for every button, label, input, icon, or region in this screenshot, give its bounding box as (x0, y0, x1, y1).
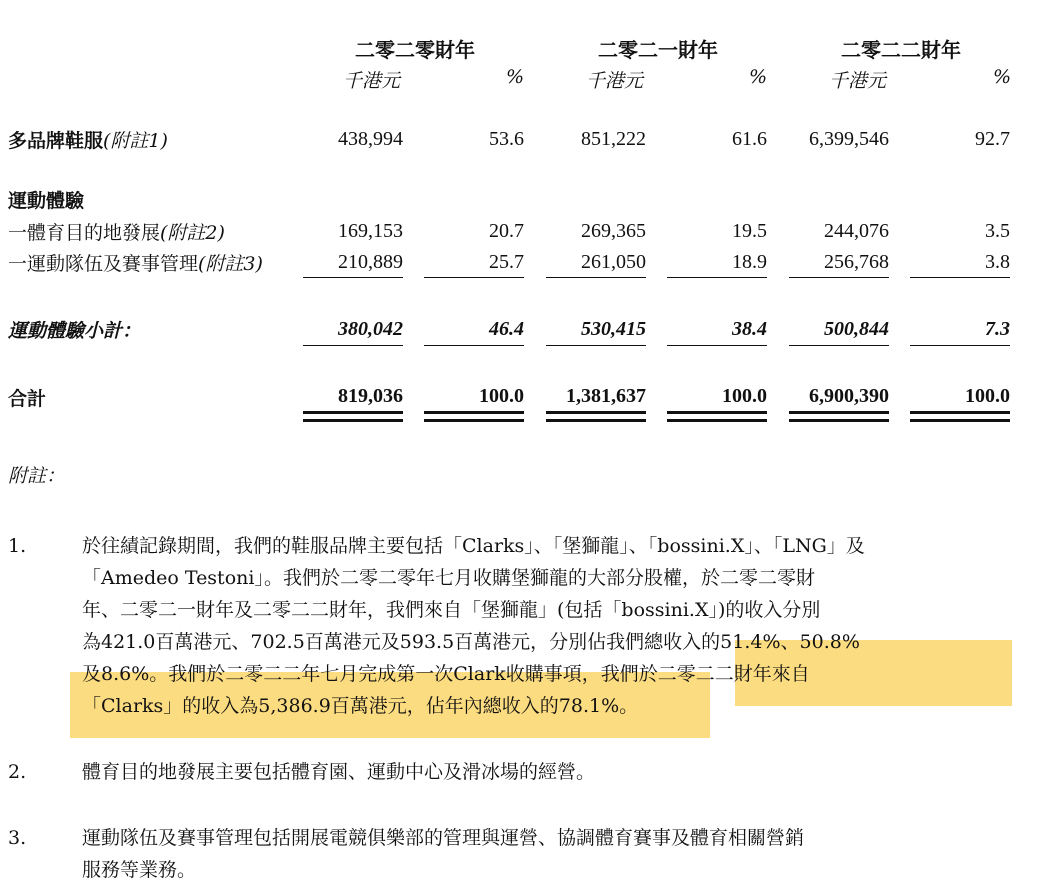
cell: 210,889 (338, 251, 403, 273)
cell: 20.7 (489, 220, 524, 242)
row-label-sports-team: 一運動隊伍及賽事管理(附註3) (8, 253, 263, 275)
double-rule (546, 419, 646, 422)
note-number: 3. (8, 827, 27, 849)
pct-label: % (506, 66, 525, 88)
notes-heading: 附註： (8, 465, 66, 487)
year-header: 二零二二財年 (841, 38, 961, 62)
cell: 261,050 (581, 251, 646, 273)
double-rule (303, 419, 403, 422)
cell: 19.5 (732, 220, 767, 242)
cell: 53.6 (489, 128, 524, 150)
column-rule (667, 345, 767, 346)
cell: 7.3 (985, 318, 1010, 340)
cell: 18.9 (732, 251, 767, 273)
note-number: 2. (8, 761, 27, 783)
column-rule (424, 277, 524, 278)
row-label-total: 合計 (8, 388, 47, 410)
column-rule (424, 345, 524, 346)
column-rule (667, 277, 767, 278)
row-label-sports-header: 運動體驗 (8, 190, 85, 212)
cell: 6,900,390 (809, 385, 889, 407)
cell: 61.6 (732, 128, 767, 150)
cell: 25.7 (489, 251, 524, 273)
column-rule (303, 277, 403, 278)
double-rule (667, 419, 767, 422)
cell: 100.0 (965, 385, 1010, 407)
cell: 38.4 (732, 318, 767, 340)
note-line: 體育目的地發展主要包括體育園、運動中心及滑冰場的經營。 (82, 761, 596, 783)
year-header: 二零二一財年 (598, 38, 718, 62)
cell: 3.5 (985, 220, 1010, 242)
note-number: 1. (8, 535, 27, 557)
cell: 169,153 (338, 220, 403, 242)
cell: 92.7 (975, 128, 1010, 150)
cell: 1,381,637 (566, 385, 646, 407)
cell: 100.0 (722, 385, 767, 407)
cell: 500,844 (824, 318, 889, 340)
cell: 6,399,546 (809, 128, 889, 150)
note-line: 年、二零二一財年及二零二二財年，我們來自「堡獅龍」(包括「bossini.X」)的收入分別 (82, 599, 821, 621)
column-rule (303, 345, 403, 346)
unit-label: 千港元 (586, 70, 644, 92)
note-line: 運動隊伍及賽事管理包括開展電競俱樂部的管理與運營、協調體育賽事及體育相關營銷 (82, 827, 805, 849)
double-rule (424, 411, 524, 414)
note-line: 為421.0百萬港元、702.5百萬港元及593.5百萬港元，分別佔我們總收入的51.4%、50.8% (82, 631, 860, 653)
double-rule (789, 419, 889, 422)
column-rule (910, 345, 1010, 346)
double-rule (910, 419, 1010, 422)
double-rule (424, 419, 524, 422)
row-label-subtotal: 運動體驗小計： (8, 320, 142, 342)
cell: 819,036 (338, 385, 403, 407)
unit-label: 千港元 (829, 70, 887, 92)
cell: 3.8 (985, 251, 1010, 273)
double-rule (667, 411, 767, 414)
note-line: 服務等業務。 (82, 859, 197, 881)
column-rule (789, 277, 889, 278)
column-rule (789, 345, 889, 346)
cell: 438,994 (338, 128, 403, 150)
double-rule (303, 411, 403, 414)
note-line: 「Amedeo Testoni」。我們於二零二零年七月收購堡獅龍的大部分股權，於二零二零財 (82, 567, 815, 589)
column-rule (910, 277, 1010, 278)
cell: 244,076 (824, 220, 889, 242)
column-rule (546, 277, 646, 278)
cell: 851,222 (581, 128, 646, 150)
note-line: 於往績記錄期間，我們的鞋服品牌主要包括「Clarks」、「堡獅龍」、「bossini.X」、「LNG」及 (82, 535, 865, 557)
double-rule (910, 411, 1010, 414)
unit-label: 千港元 (343, 70, 401, 92)
cell: 46.4 (489, 318, 524, 340)
column-rule (546, 345, 646, 346)
row-label-multibrand: 多品牌鞋服(附註1) (8, 130, 168, 152)
cell: 380,042 (338, 318, 403, 340)
row-label-sports-dest: 一體育目的地發展(附註2) (8, 222, 225, 244)
note-line: 「Clarks」的收入為5,386.9百萬港元，佔年內總收入的78.1%。 (82, 695, 639, 717)
double-rule (546, 411, 646, 414)
cell: 256,768 (824, 251, 889, 273)
pct-label: % (993, 66, 1012, 88)
cell: 530,415 (581, 318, 646, 340)
cell: 100.0 (479, 385, 524, 407)
pct-label: % (749, 66, 768, 88)
cell: 269,365 (581, 220, 646, 242)
year-header: 二零二零財年 (355, 38, 475, 62)
note-line: 及8.6%。我們於二零二二年七月完成第一次Clark收購事項，我們於二零二二財年來自 (82, 663, 810, 685)
double-rule (789, 411, 889, 414)
